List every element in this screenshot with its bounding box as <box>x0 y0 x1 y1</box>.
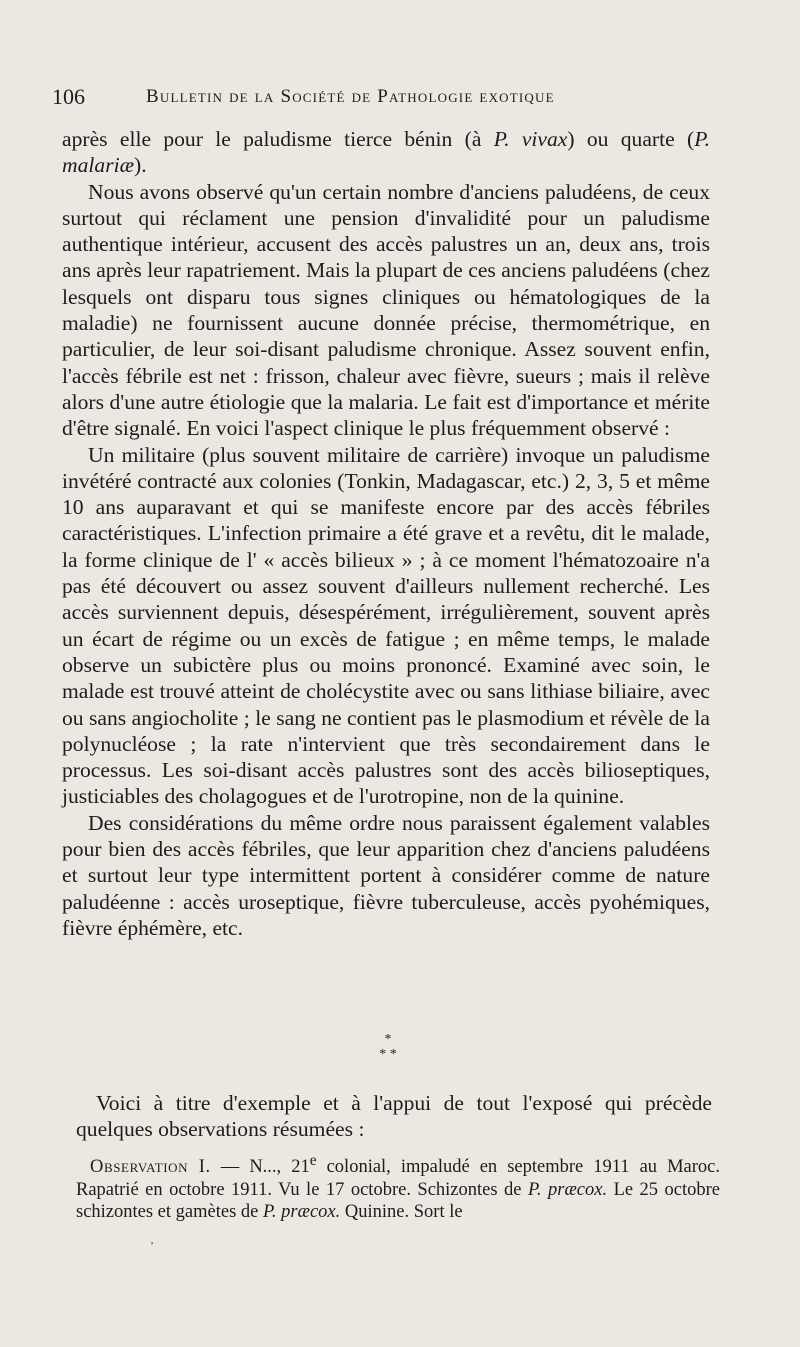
paragraph-3: Un militaire (plus souvent militaire de carrière) invoque un paludisme invétéré contracté aux colonies (Tonkin, Madagascar, etc.) 2, 3, 5 et même 10 ans auparavant et qui se manifeste encore par des accès fébriles caractéristiques. L'infection primaire a été grave et a revêtu, dit le malade, la forme clinique de l' « accès bilieux » ; à ce moment l'hématozoaire n'a pas été découvert ou assez souvent d'ailleurs nullement recherché. Les accès surviennent depuis, désespérément, irrégulièrement, souvent après un écart de régime ou un excès de fatigue ; en même temps, le malade observe un subictère plus ou moins prononcé. Examiné avec soin, le malade est trouvé atteint de cholécystite avec ou sans lithiase biliaire, avec ou sans angiocholite ; le sang ne contient pas le plasmodium et révèle de la polynucléose ; la rate n'intervient que très secondairement dans le processus. Les soi-disant accès palustres sont des accès bilioseptiques, justiciables des cholagogues et de l'urotropine, non de la quinine. <box>62 442 710 809</box>
running-head: Bulletin de la Société de Pathologie exotique <box>146 86 555 107</box>
body-text <box>62 126 710 941</box>
separator-star-top: * <box>384 1032 392 1047</box>
observation-label: Observation I. <box>90 1157 211 1178</box>
section-separator <box>368 1032 408 1062</box>
observation-1: Observation I. — N..., 21e colonial, impaludé en septembre 1911 au Maroc. Rapatrié en octobre 1911. Vu le 17 octobre. Schizontes de P. præcox. Le 25 octobre schizontes et gamètes de P. præcox. Quinine. Sort le <box>76 1152 720 1223</box>
paragraph-4: Des considérations du même ordre nous paraissent également valables pour bien des accès fébriles, que leur apparition chez d'anciens paludéens et surtout leur type intermittent portent à considérer comme de nature paludéenne : accès uroseptique, fièvre tuberculeuse, accès pyohémiques, fièvre éphémère, etc. <box>62 810 710 940</box>
page-header <box>52 84 752 112</box>
observations-intro: Voici à titre d'exemple et à l'appui de tout l'exposé qui précède quelques observations résumées : <box>76 1091 712 1142</box>
separator-stars-bottom: * * <box>379 1047 397 1062</box>
print-mark: ‚ <box>150 1232 154 1246</box>
paragraph-1: après elle pour le paludisme tierce bénin (à P. vivax) ou quarte (P. malariæ). <box>62 127 711 178</box>
page-number: 106 <box>52 84 85 109</box>
paragraph-2: Nous avons observé qu'un certain nombre d'anciens paludéens, de ceux surtout qui réclament une pension d'invalidité pour un paludisme authentique intérieur, accusent des accès palustres un an, deux ans, trois ans après leur rapatriement. Mais la plupart de ces anciens paludéens (chez lesquels ont disparu tous signes cliniques ou hématologiques de la maladie) ne fournissent aucune donnée précise, thermométrique, en particulier, de leur soi-disant paludisme chronique. Assez souvent enfin, l'accès fébrile est net : frisson, chaleur avec fièvre, sueurs ; mais il relève alors d'une autre étiologie que la malaria. Le fait est d'importance et mérite d'être signalé. En voici l'aspect clinique le plus fréquemment observé : <box>62 179 710 441</box>
